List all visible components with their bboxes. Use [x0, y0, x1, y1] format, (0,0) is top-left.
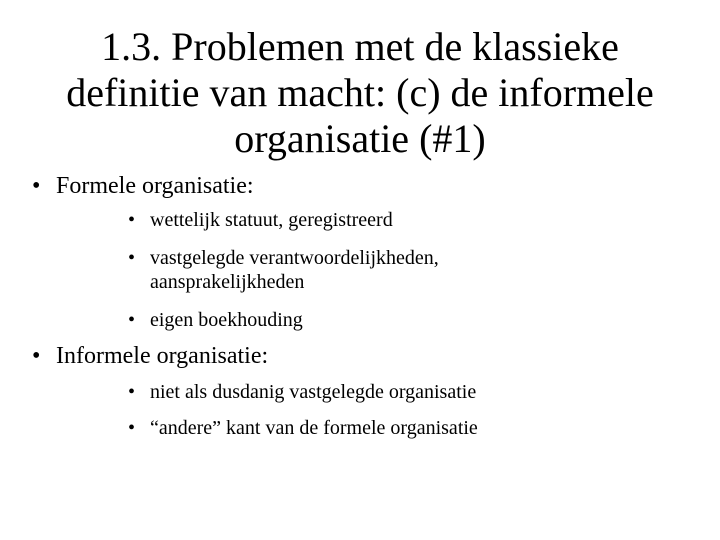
sub-bullet-line: vastgelegde verantwoordelijkheden, [150, 247, 439, 269]
title-line: 1.3. Problemen met de klassieke [101, 24, 619, 69]
bullet-dot: • [32, 173, 41, 199]
sub-bullet [128, 246, 688, 294]
sub-bullet-line: wettelijk statuut, geregistreerd [150, 209, 393, 231]
sub-bullet-text [150, 416, 478, 440]
sub-bullet-line: aansprakelijkheden [150, 271, 305, 293]
sub-bullet-text [150, 380, 476, 404]
sub-bullet [128, 208, 688, 232]
sub-bullet [128, 380, 688, 404]
bullet-dot: • [128, 381, 136, 403]
bullet-heading: Formele organisatie: [56, 173, 254, 199]
title-line: organisatie (#1) [234, 116, 486, 161]
bullet-informele-organisatie [32, 342, 692, 370]
bullet-dot: • [128, 247, 136, 269]
title-line: definitie van macht: (c) de informele [66, 70, 654, 115]
sub-bullet-text [150, 308, 303, 332]
bullet-dot: • [32, 343, 41, 369]
sub-bullet-text [150, 208, 393, 232]
sub-bullet-line: “andere” kant van de formele organisatie [150, 417, 478, 439]
sub-bullet [128, 416, 688, 440]
sub-bullet-line: eigen boekhouding [150, 309, 303, 331]
bullet-formele-organisatie [32, 172, 692, 200]
bullet-dot: • [128, 209, 136, 231]
bullet-dot: • [128, 309, 136, 331]
sub-bullet-line: niet als dusdanig vastgelegde organisatie [150, 381, 477, 403]
bullet-heading: Informele organisatie: [56, 343, 269, 369]
bullet-dot: • [128, 417, 136, 439]
sub-bullet [128, 308, 688, 332]
sub-bullet-text [150, 246, 439, 294]
slide-title [40, 24, 680, 162]
